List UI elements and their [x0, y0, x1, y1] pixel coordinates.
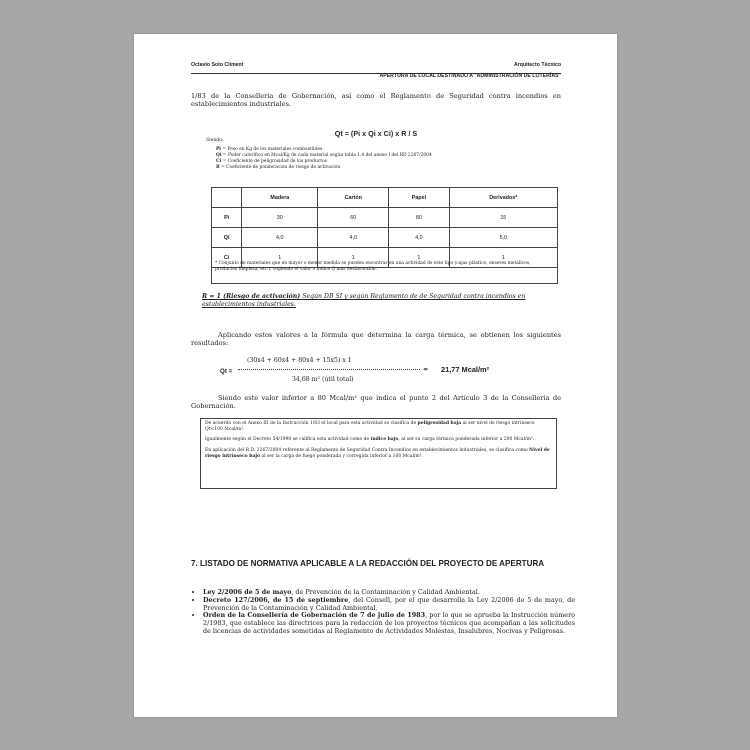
definition-symbol: R	[216, 165, 220, 170]
table-cell: 4,0	[389, 228, 449, 248]
header-project: APERTURA DE LOCAL DESTINADO A "ADMINISTRACIÓN DE LOTERÍAS"	[379, 73, 561, 79]
table-header-row	[212, 188, 558, 208]
table-header-cell: Papel	[389, 188, 449, 208]
definitions-list	[216, 147, 556, 171]
calc-numerator: (30x4 + 60x4 + 80x4 + 15x5) x 1	[247, 357, 352, 364]
formula: Qt = (Pi x Qi x Ci) x R / S	[334, 129, 418, 138]
box-text: , al ser su carga térmica ponderada inferior a 200 Mcal/m².	[398, 437, 535, 443]
intro-paragraph: 1/83 de la Consellería de Gobernación, así como el Reglamento de Seguridad contra incendios en establecimientos industriales.	[191, 92, 561, 109]
table-cell: 5,0	[449, 228, 557, 248]
table-cell: 1	[449, 248, 557, 268]
table-cell: 60	[318, 208, 389, 228]
table-row	[212, 228, 558, 248]
classification-box	[200, 418, 557, 489]
definition-text: = Peso en Kg de los materiales combustibles	[222, 147, 323, 152]
document-page	[134, 34, 617, 717]
table-cell: 30	[242, 208, 318, 228]
table-cell: 80	[389, 208, 449, 228]
box-paragraph	[205, 437, 552, 443]
table-cell: 1	[318, 248, 389, 268]
law-text: , del Consell, por el que desarrolla la Ley 2/2006 de 5 de mayo, de Prevención de la Contaminación y Calidad Ambiental.	[203, 595, 575, 612]
calculation	[191, 357, 561, 389]
box-paragraph	[205, 448, 552, 459]
box-text: En aplicación del R.D. 2267/2004 referente al Reglamento de Seguridad Contra Incendios en establecimientos industriales, se clasifica como	[205, 448, 530, 454]
box-text: Igualmente según el Decreto 54/1990 se califica esta actividad como de	[205, 437, 371, 443]
siendo-label: Siendo:	[206, 138, 224, 143]
box-text: De acuerdo con el Anexo III de la Instrucción 1/83 el local para esta actividad se clasifica de	[205, 421, 418, 426]
riesgo-bold: R = 1 (Riesgo de activación)	[202, 293, 301, 300]
definition-text: = Coeficiente de ponderación de riesgo de activación	[221, 165, 341, 170]
box-text: al ser nivel de riesgo intrínseco Qt<100 Mcal/m².	[205, 421, 535, 432]
normativa-list	[191, 589, 575, 636]
table-header-cell	[212, 188, 242, 208]
load-table	[211, 187, 558, 268]
law-text: , de Prevención de la Contaminación y Calidad Ambiental.	[291, 588, 480, 596]
box-bold: Nivel de riesgo intrínseco bajo	[205, 448, 550, 459]
law-text: , por lo que se aprueba la Instrucción número 2/1983, que establece las directrices para la redacción de los proyectos técnicos que acompañan a las solicitudes de licencias de actividades sometidas al Reglamento de Actividades Molestas, Insalubres, Nocivas y Peligrosas.	[203, 611, 575, 635]
law-name: Decreto 127/2006, de 15 de septiembre	[203, 595, 349, 604]
row-label: Pi	[212, 208, 242, 228]
calc-label: Qt =	[220, 368, 233, 375]
definition-text: = Poder calorífico en Mcal/Kg de cada material según tabla 1.4 del anexo I del RD 2267/2004	[222, 153, 432, 158]
header-author: Octavio Soto Climent	[191, 62, 244, 68]
box-paragraph	[205, 421, 552, 432]
box-text: al ser la carga de fuego ponderada y corregida inferior a 100 Mcal/m².	[260, 453, 423, 459]
table-note: * Conjunto de materiales que en mayor o menor medida se pueden encontrar en una actividad de este tipo (cajas plástico, enseres metálicos, productos limpieza, etc.), cogiendo el valor o índice Q más desfavorable.	[211, 260, 558, 284]
box-bold: índice bajo	[370, 437, 399, 443]
box-bold: peligrosidad baja	[417, 421, 462, 426]
fraction-line	[238, 369, 420, 370]
table-row	[212, 208, 558, 228]
aplicando-paragraph: Aplicando estos valores a la fórmula que determina la carga térmica, se obtienen los siguientes resultados:	[191, 331, 561, 348]
calc-result: 21,77 Mcal/m²	[441, 365, 490, 374]
riesgo-line	[202, 293, 562, 308]
definition-symbol: Pi	[216, 147, 221, 152]
siendo-valor-paragraph: Siendo este valor inferior a 80 Mcal/m² que indica el punto 2 del Artículo 3 de la Consellería de Gobernación.	[191, 394, 561, 411]
table-cell: 1	[242, 248, 318, 268]
list-item	[203, 597, 575, 613]
definition-symbol: Ci	[216, 159, 222, 164]
table-cell: 4,0	[242, 228, 318, 248]
definition-item	[216, 165, 556, 171]
law-name: Orden de la Consellería de Gobernación de 7 de julio de 1983	[203, 611, 426, 620]
table-header-cell: Derivados*	[449, 188, 557, 208]
table-cell: 1	[389, 248, 449, 268]
row-label: Ci	[212, 248, 242, 268]
law-name: Ley 2/2006 de 5 de mayo	[203, 588, 292, 596]
section-heading: 7. LISTADO DE NORMATIVA APLICABLE A LA REDACCIÓN DEL PROYECTO DE APERTURA	[191, 559, 545, 568]
header-role: Arquitecto Técnico	[514, 62, 561, 68]
calc-equals: =	[423, 366, 429, 373]
table-cell: 4,0	[318, 228, 389, 248]
table-header-cell: Cartón	[318, 188, 389, 208]
list-item	[203, 612, 575, 635]
row-label: Qi	[212, 228, 242, 248]
riesgo-text: Según DB SI y según Reglamento de de Seguridad contra incendios en establecimientos industriales.	[202, 293, 526, 308]
definition-text: = Coeficiente de peligrosidad de los productos	[222, 159, 327, 164]
table-header-cell: Madera	[242, 188, 318, 208]
calc-denominator: 34,68 m² (útil total)	[292, 376, 354, 383]
table-cell: 15	[449, 208, 557, 228]
definition-symbol: Qi	[216, 153, 222, 158]
